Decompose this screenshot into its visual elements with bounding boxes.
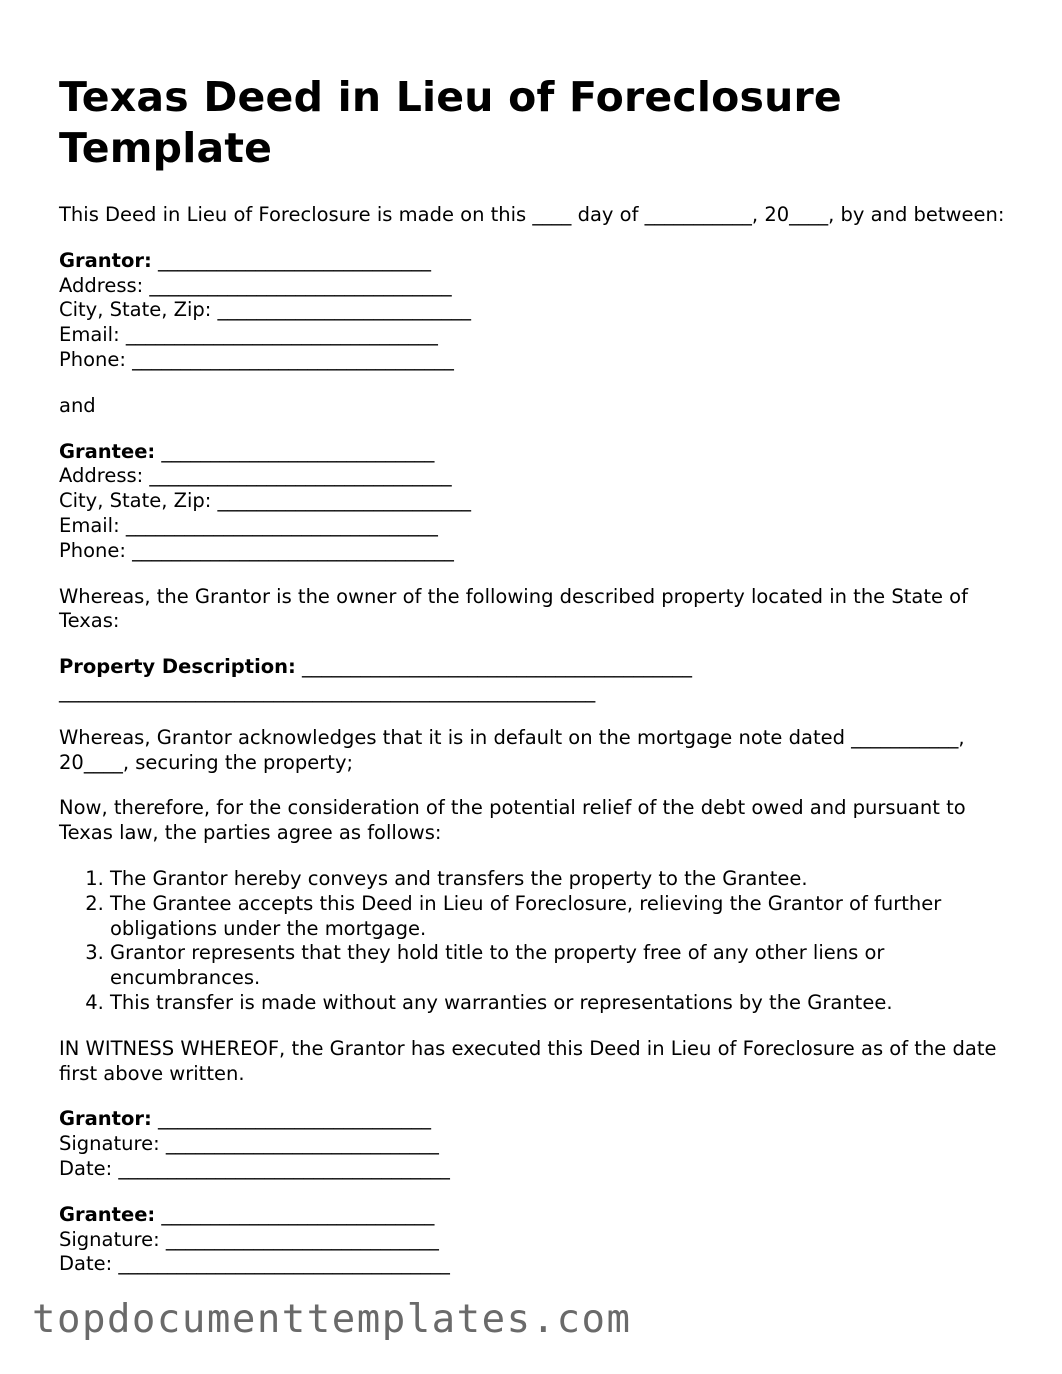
now-therefore-paragraph: Now, therefore, for the consideration of the potential relief of the debt owed and pursuant to Texas law, the parties agree as follows: [59, 796, 966, 845]
property-description-line [59, 655, 1009, 680]
grantee-sign-name-blank[interactable]: ____________________________ [155, 1202, 435, 1226]
grantor-name-blank[interactable]: ____________________________ [151, 248, 431, 272]
grantee-signature-block [59, 1203, 1009, 1277]
site-watermark: topdocumenttemplates.com [32, 1297, 632, 1342]
grantee-email-line[interactable]: Email: ________________________________ [59, 513, 438, 537]
grantee-sign-label: Grantee: [59, 1202, 156, 1226]
document-page [59, 72, 1009, 1298]
term-item: 4. This transfer is made without any warranties or representations by the Grantee. [110, 991, 1009, 1016]
witness-paragraph: IN WITNESS WHEREOF, the Grantor has executed this Deed in Lieu of Foreclosure as of the date first above written. [59, 1036, 997, 1085]
grantee-sign-name-line [59, 1203, 1009, 1228]
intro-paragraph: This Deed in Lieu of Foreclosure is made on this ____ day of ___________, 20____, by and between: [59, 203, 1005, 226]
grantor-city-state-zip-line[interactable]: City, State, Zip: __________________________ [59, 298, 472, 322]
grantee-name-blank[interactable]: ____________________________ [155, 439, 435, 463]
grantor-email-line[interactable]: Email: ________________________________ [59, 323, 438, 347]
property-description-blank-2[interactable]: _______________________________________________________ [59, 679, 596, 703]
grantor-sign-name-blank[interactable]: ____________________________ [151, 1107, 431, 1131]
grantee-city-state-zip-line[interactable]: City, State, Zip: __________________________ [59, 489, 472, 513]
term-item: 3. Grantor represents that they hold title to the property free of any other liens or encumbrances. [110, 941, 1009, 991]
property-description-blank[interactable]: ________________________________________ [295, 655, 693, 679]
grantor-sign-name-line [59, 1107, 1009, 1132]
term-item: 1. The Grantor hereby conveys and transfers the property to the Grantee. [110, 867, 1009, 892]
whereas-default-paragraph: Whereas, Grantor acknowledges that it is in default on the mortgage note dated ___________, 20____, securing the property; [59, 725, 965, 774]
grantor-info-block [59, 249, 1009, 373]
and-text: and [59, 393, 96, 417]
grantee-phone-line[interactable]: Phone: _________________________________ [59, 538, 454, 562]
grantor-signature-block [59, 1107, 1009, 1181]
term-item: 2. The Grantee accepts this Deed in Lieu of Foreclosure, relieving the Grantor of further obligations under the mortgage. [110, 892, 1009, 942]
grantee-info-block [59, 440, 1009, 564]
grantor-date-line[interactable]: Date: __________________________________ [59, 1156, 450, 1180]
grantee-label: Grantee: [59, 439, 156, 463]
grantee-date-line[interactable]: Date: __________________________________ [59, 1252, 450, 1276]
grantor-sign-label: Grantor: [59, 1107, 152, 1131]
grantor-label: Grantor: [59, 248, 152, 272]
grantor-address-line[interactable]: Address: _______________________________ [59, 273, 452, 297]
whereas-owner-paragraph: Whereas, the Grantor is the owner of the following described property located in the State of Texas: [59, 584, 968, 633]
property-description-label: Property Description: [59, 655, 296, 679]
property-description-block [59, 655, 1009, 705]
grantee-name-line [59, 440, 1009, 465]
grantee-address-line[interactable]: Address: _______________________________ [59, 464, 452, 488]
grantee-signature-line[interactable]: Signature: ____________________________ [59, 1227, 439, 1251]
grantor-phone-line[interactable]: Phone: _________________________________ [59, 347, 454, 371]
grantor-name-line [59, 249, 1009, 274]
terms-list [59, 867, 1009, 1016]
grantor-signature-line[interactable]: Signature: ____________________________ [59, 1132, 439, 1156]
document-title: Texas Deed in Lieu of Foreclosure Template [59, 73, 842, 172]
